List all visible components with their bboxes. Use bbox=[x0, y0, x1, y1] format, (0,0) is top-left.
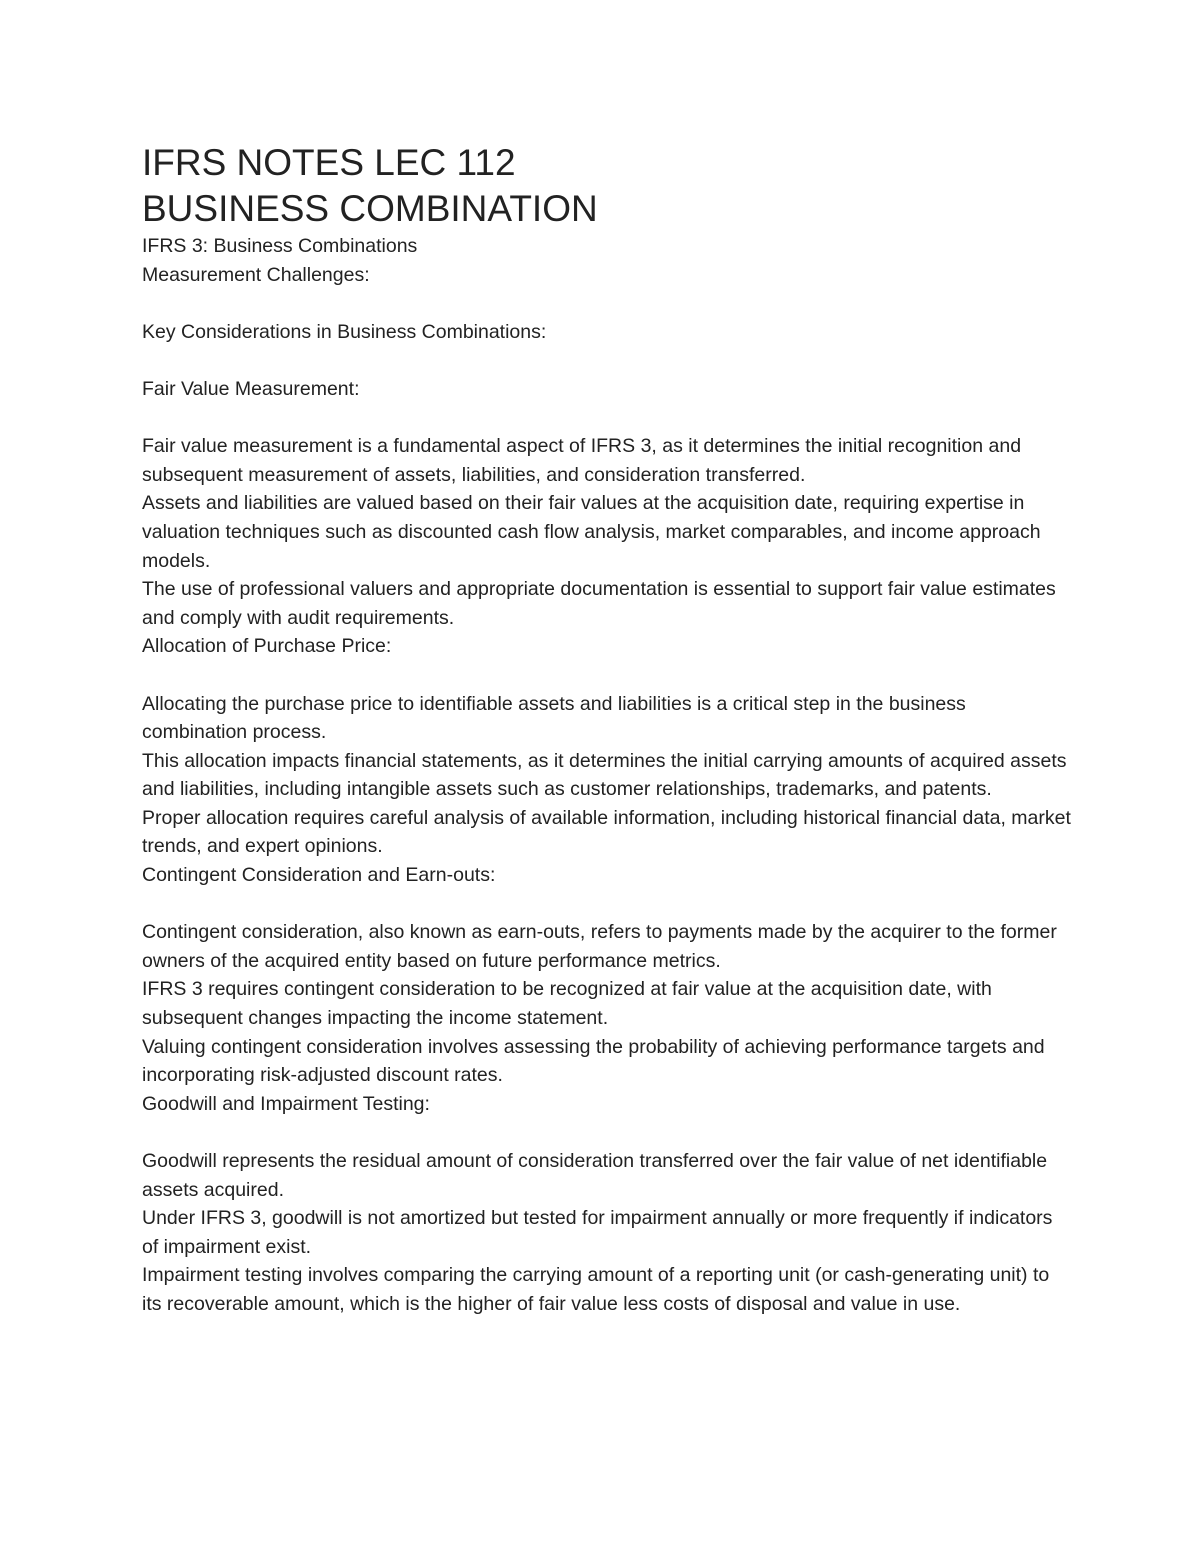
blank-line bbox=[142, 890, 1072, 919]
paragraph: Proper allocation requires careful analysis of available information, including historical financial data, market trends, and expert opinions. bbox=[142, 806, 1071, 858]
section-contingent-consideration bbox=[142, 861, 1072, 1090]
paragraph: Under IFRS 3, goodwill is not amortized but tested for impairment annually or more frequently if indicators of impairment exist. bbox=[142, 1207, 1053, 1258]
section-heading: Fair Value Measurement: bbox=[142, 377, 360, 400]
section-heading: Allocation of Purchase Price: bbox=[142, 635, 392, 658]
key-considerations-heading: Key Considerations in Business Combinations: bbox=[142, 320, 547, 343]
document-subtitle: IFRS 3: Business Combinations bbox=[142, 235, 418, 257]
paragraph: This allocation impacts financial statements, as it determines the initial carrying amounts of acquired assets and liabilities, including intangible assets such as customer relationships, trademarks, and patents. bbox=[142, 749, 1067, 801]
paragraph: Valuing contingent consideration involves assessing the probability of achieving performance targets and incorporating risk-adjusted discount rates. bbox=[142, 1035, 1045, 1087]
document-title-line-1: IFRS NOTES LEC 112 bbox=[142, 142, 516, 183]
section-goodwill bbox=[142, 1090, 1072, 1319]
section-heading: Contingent Consideration and Earn-outs: bbox=[142, 864, 496, 887]
document-title-line-2: BUSINESS COMBINATION bbox=[142, 188, 598, 229]
paragraph: Fair value measurement is a fundamental aspect of IFRS 3, as it determines the initial recognition and subsequent measurement of assets, liabilities, and consideration transferred. bbox=[142, 435, 1022, 486]
blank-line bbox=[142, 346, 1072, 375]
paragraph: Goodwill represents the residual amount of consideration transferred over the fair value of net identifiable assets acquired. bbox=[142, 1150, 1048, 1201]
blank-line bbox=[142, 661, 1072, 690]
paragraph: Contingent consideration, also known as earn-outs, refers to payments made by the acquirer to the former owners of the acquired entity based on future performance metrics. bbox=[142, 921, 1057, 972]
paragraph: The use of professional valuers and appropriate documentation is essential to support fair value estimates and comply with audit requirements. bbox=[142, 578, 1056, 629]
paragraph: Assets and liabilities are valued based on their fair values at the acquisition date, requiring expertise in valuation techniques such as discounted cash flow analysis, market comparables, and income approach models. bbox=[142, 492, 1041, 572]
document-page bbox=[142, 140, 1072, 1319]
section-heading: Goodwill and Impairment Testing: bbox=[142, 1092, 430, 1115]
blank-line bbox=[142, 289, 1072, 318]
paragraph: Impairment testing involves comparing the carrying amount of a reporting unit (or cash-generating unit) to its recoverable amount, which is the higher of fair value less costs of disposal and value in use. bbox=[142, 1264, 1050, 1315]
blank-line bbox=[142, 1118, 1072, 1147]
section-purchase-price bbox=[142, 632, 1072, 861]
blank-line bbox=[142, 404, 1072, 433]
paragraph: IFRS 3 requires contingent consideration to be recognized at fair value at the acquisition date, with subsequent changes impacting the income statement. bbox=[142, 978, 992, 1030]
section-fair-value bbox=[142, 375, 1072, 632]
paragraph: Allocating the purchase price to identifiable assets and liabilities is a critical step in the business combination process. bbox=[142, 692, 966, 744]
challenges-heading: Measurement Challenges: bbox=[142, 263, 370, 286]
